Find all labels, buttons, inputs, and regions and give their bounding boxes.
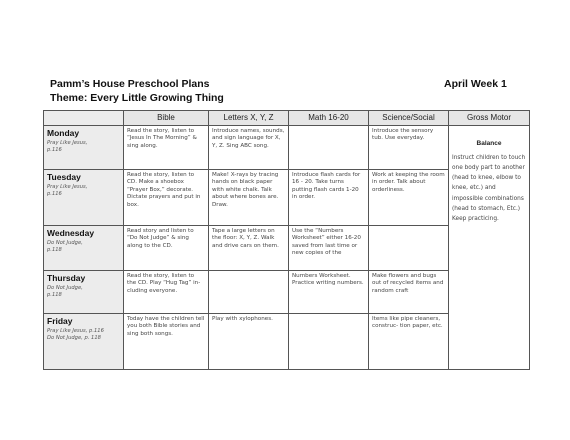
math-cell: Use the “Numbers Worksheet” either 16-20 saved from last time or new copies of the xyxy=(289,226,369,271)
gross-motor-text: Instruct children to touch one body part to another (head to knee, elbow to knee, etc.) and impossible combinations (head to stomach, Etc.) Keep practicing. xyxy=(452,155,526,222)
math-cell xyxy=(289,314,369,370)
day-cell-wednesday xyxy=(44,226,124,271)
day-reference: Pray Like Jesus, p.116 Do Not Judge, p. 118 xyxy=(47,328,104,342)
corner-cell xyxy=(44,111,124,126)
day-reference: Do Not Judge, p.118 xyxy=(47,285,83,299)
day-name: Wednesday xyxy=(47,228,95,238)
col-header-math: Math 16-20 xyxy=(289,111,369,126)
col-header-letters: Letters X, Y, Z xyxy=(209,111,289,126)
bible-cell: Read story and listen to “Do Not Judge” & sing along to the CD. xyxy=(124,226,209,271)
science-cell: Make flowers and bugs out of recycled items and random craft xyxy=(369,271,449,314)
day-name: Tuesday xyxy=(47,172,81,182)
math-cell: Numbers Worksheet. Practice writing numbers. xyxy=(289,271,369,314)
letters-cell: Tape a large letters on the floor: X, Y, Z. Walk and drive cars on them. xyxy=(209,226,289,271)
day-name: Thursday xyxy=(47,273,86,283)
gross-motor-cell xyxy=(449,126,530,370)
plan-week: April Week 1 xyxy=(444,78,507,90)
col-header-gross-motor: Gross Motor xyxy=(449,111,530,126)
day-cell-friday xyxy=(44,314,124,370)
letters-cell xyxy=(209,271,289,314)
lesson-plan-table xyxy=(43,110,530,370)
science-cell: Introduce the sensory tub. Use everyday. xyxy=(369,126,449,170)
letters-cell: Make! X-rays by tracing hands on black paper with white chalk. Talk about where bones are. Draw. xyxy=(209,170,289,226)
letters-cell: Play with xylophones. xyxy=(209,314,289,370)
day-reference: Do Not Judge, p.118 xyxy=(47,240,83,254)
math-cell: Introduce flash cards for 16 - 20. Take turns putting flash cards 1-20 in order. xyxy=(289,170,369,226)
day-cell-monday xyxy=(44,126,124,170)
letters-cell: Introduce names, sounds, and sign language for X, Y, Z. Sing ABC song. xyxy=(209,126,289,170)
plan-theme: Theme: Every Little Growing Thing xyxy=(50,92,224,104)
day-cell-tuesday xyxy=(44,170,124,226)
plan-title: Pamm’s House Preschool Plans xyxy=(50,78,210,90)
science-cell: Items like pipe cleaners, construc- tion paper, etc. xyxy=(369,314,449,370)
bible-cell: Read the story, listen to “Jesus In The Morning” & sing along. xyxy=(124,126,209,170)
col-header-science: Science/Social xyxy=(369,111,449,126)
header-row xyxy=(44,111,530,126)
day-cell-thursday xyxy=(44,271,124,314)
day-reference: Pray Like Jesus, p.116 xyxy=(47,140,88,154)
day-name: Monday xyxy=(47,128,80,138)
science-cell xyxy=(369,226,449,271)
bible-cell: Today have the children tell you both Bible stories and sing both songs. xyxy=(124,314,209,370)
table-row xyxy=(44,126,530,170)
math-cell xyxy=(289,126,369,170)
col-header-bible: Bible xyxy=(124,111,209,126)
day-reference: Pray Like Jesus, p.116 xyxy=(47,184,88,198)
gross-motor-title: Balance xyxy=(476,140,502,147)
day-name: Friday xyxy=(47,316,73,326)
bible-cell: Read the story, listen to the CD. Play “Hug Tag” in- cluding everyone. xyxy=(124,271,209,314)
bible-cell: Read the story, listen to CD. Make a shoebox “Prayer Box,” decorate. Dictate prayers and put in box. xyxy=(124,170,209,226)
science-cell: Work at keeping the room in order. Talk about orderliness. xyxy=(369,170,449,226)
